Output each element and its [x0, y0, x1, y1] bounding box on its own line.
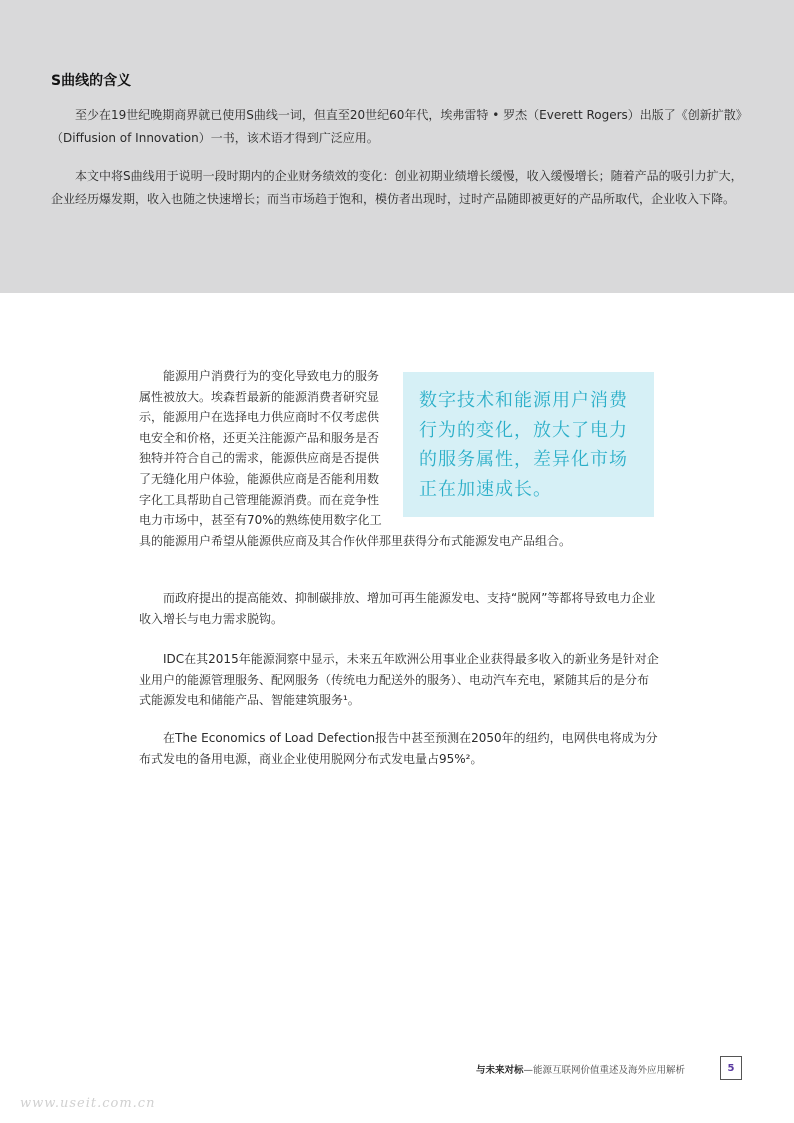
body-paragraph-4: 在The Economics of Load Defection报告中甚至预测在2050年的纽约，电网供电将成为分布式发电的备用电源，商业企业使用脱网分布式发电量占95%²。 — [139, 731, 658, 766]
page-footer — [476, 1062, 685, 1076]
body-paragraph-3: IDC在其2015年能源洞察中显示，未来五年欧洲公用事业企业获得最多收入的新业务是针对企业用户的能源管理服务、配网服务（传统电力配送外的服务）、电动汽车充电，紧随其后的是分布式能源发电和储能产品、智能建筑服务¹。 — [139, 652, 659, 708]
intro-panel — [0, 0, 794, 293]
pull-quote-text: 数字技术和能源用户消费行为的变化，放大了电力的服务属性，差异化市场正在加速成长。 — [419, 390, 628, 500]
footer-bold-title: 与未来对标 — [476, 1065, 524, 1076]
intro-paragraph-1: 至少在19世纪晚期商界就已使用S曲线一词，但直至20世纪60年代，埃弗雷特 • 罗杰（Everett Rogers）出版了《创新扩散》（Diffusion of Innovation）一书，该术语才得到广泛应用。 — [51, 108, 748, 145]
page-number: 5 — [720, 1056, 742, 1080]
pull-quote-box — [403, 372, 654, 517]
watermark-text: www.useit.com.cn — [20, 1096, 156, 1111]
lead-paragraph: 能源用户消费行为的变化导致电力的服务属性被放大。埃森哲最新的能源消费者研究显示，能源用户在选择电力供应商时不仅考虑供电安全和价格，还更关注能源产品和服务是否独特并符合自己的需求，能源供应商是否提供了无缝化用户体验，能源供应商是否能利用数字化工具帮助自己管理能源消费。而在竞争性电力市场中，甚至有70%的熟练使用数字化工具的能源用户希望从能源供应商及其合作伙伴那里获得分布式能源发电产品组合。 — [139, 369, 572, 548]
body-paragraph-2: 而政府提出的提高能效、抑制碳排放、增加可再生能源发电、支持“脱网”等都将导致电力企业收入增长与电力需求脱钩。 — [139, 591, 656, 626]
footer-subtitle: —能源互联网价值重述及海外应用解析 — [523, 1065, 686, 1076]
intro-title: S曲线的含义 — [51, 73, 132, 89]
intro-paragraph-2: 本文中将S曲线用于说明一段时期内的企业财务绩效的变化：创业初期业绩增长缓慢，收入缓慢增长；随着产品的吸引力扩大，企业经历爆发期，收入也随之快速增长；而当市场趋于饱和，模仿者出现时，过时产品随即被更好的产品所取代，企业收入下降。 — [51, 169, 743, 206]
